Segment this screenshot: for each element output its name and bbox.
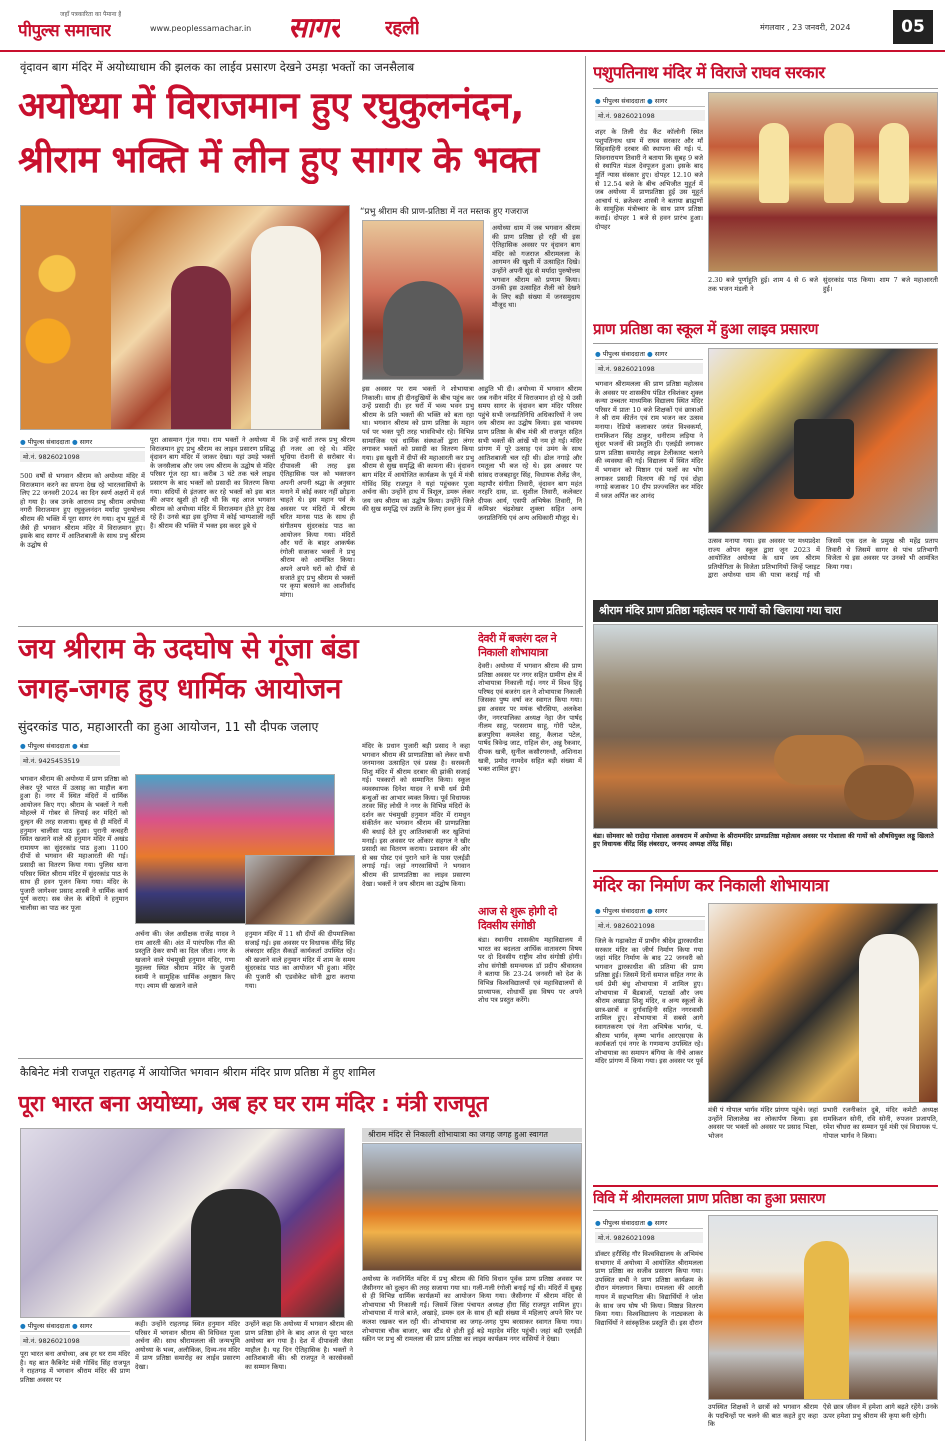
banda-subhead: सुंदरकांड पाठ, महाआरती का हुआ आयोजन, 11 सौ दीपक जलाए	[18, 719, 319, 734]
lead-headline-1: अयोध्या में विराजमान हुए रघुकुलनंदन,	[18, 84, 524, 127]
shrine-figure	[794, 419, 854, 499]
univ-headline: विवि में श्रीरामलला प्राण प्रतिष्ठा का हुआ प्रसारण	[593, 1191, 825, 1207]
banda-col-2: अर्चना की। जेल अधीक्षक राजेंद्र यादव ने राम आरती की। अंत में पारंपरिक गीत की प्रस्तुति देकर सभी का दिल जीता। नगर के खजाने वाले पंचमुखी हनुमान मंदिर, गणा मुहल्ला स्थित श्रीराम मंदिर के पुजारी स्वामी ने सामूहिक धार्मिक अनुष्ठान किए गए। श्याम सी खजाने वाले	[135, 930, 235, 990]
idol-lakshman	[879, 123, 909, 203]
rahatgarh-byline: ● पीपुल्स संवाददाता ● सागर मो.नं. 9826021098	[20, 1320, 130, 1346]
pashupati-body: शहर के तिली रोड कैंट कॉलोनी स्थित पशुपतिनाथ धाम में राघव सरकार और माँ सिंहवाहिनी दरबार की स्थापना की गई। पं. शिवनारायण तिवारी ने बताया कि सुबह 9 बजे से स्थापित मंडल देवपूजन हुआ। इसके बाद मूर्ति न्यास संस्कार हुए। दोपहर 12.10 बजे से 12.54 बजे के बीच अभिजीत मुहूर्त में जब अयोध्या में प्राणप्रतिष्ठा हुई उस मुहूर्त आचार्य पं. ब्रजेश्वर शास्त्री ने बताया ब्राह्मणों के सामूहिक मंत्रोच्चार के साथ प्राण प्रतिष्ठा कराई। दोपहर 1 बजे से हवन प्रारंभ हुआ। दोपहर	[595, 128, 703, 231]
lead-mobile: मो.नं. 9826021098	[20, 451, 145, 462]
lead-col-1: 500 वर्षों से भगवान श्रीराम को अयोध्या मंदिर में विराजमान करने का सपना देख रहे भारतवासियों के लिए 22 जनवरी 2024 का दिन स्वर्ण अक्षरों में दर्ज हो गया है। जब उनके आराध्य प्रभु श्रीराम अयोध्या नगरी विराजमान हुए रघुकुलनंदन मर्यादा पुरुषोत्तम श्रीराम की भक्ति में पूरा सागर रंग गया। शुभ मुहूर्त में जैसे ही भगवान श्रीराम मंदिर में विराजमान हुए। इसके बाद सागर में आतिशबाजी के साथ प्रभु श्रीराम के उद्घोष से	[20, 472, 145, 549]
shobhayatra-caption-bar: श्रीराम मंदिर से निकाली शोभायात्रा का जगह जगह हुआ स्वागत	[362, 1128, 582, 1142]
deori-headline: देवरी में बजरंग दल ने निकाली शोभायात्रा	[478, 632, 557, 659]
univ-byline: ● पीपुल्स संवाददाता ● सागर मो.नं. 9826021098	[595, 1217, 703, 1243]
rahatgarh-mobile: मो.नं. 9826021098	[20, 1335, 130, 1346]
pashupati-headline: पशुपतिनाथ मंदिर में विराजे राघव सरकार	[593, 63, 825, 82]
pashupati-underline	[593, 88, 938, 89]
univ-headline-bar	[593, 1185, 938, 1211]
marigold-decoration	[21, 206, 111, 430]
univ-photo	[708, 1215, 938, 1400]
temple-byline: ● पीपुल्स संवाददाता ● सागर मो.नं. 9826021098	[595, 905, 705, 931]
idol-rama	[759, 123, 789, 203]
temple-headline: मंदिर का निर्माण कर निकाली शोभायात्रा	[593, 876, 829, 896]
temple-caption-a: मंत्री पं गोपाल भार्गव मंदिर प्रांगण पहुंचे। जहां उन्होंने शिलालेख का लोकार्पण किया। इस अवसर पर भक्तों को अवसर पर प्रसाद भिक्षा, भोजन	[708, 1106, 818, 1140]
site-url[interactable]: www.peoplessamachar.in	[150, 24, 252, 33]
elephant-photo	[362, 220, 484, 380]
rahatgarh-col-1: पूरा भारत बना अयोध्या, अब हर घर राम मंदिर है। यह बात कैबिनेट मंत्री गोविंद सिंह राजपूत ने राहतगढ़ में भगवान श्रीराम मंदिर की प्राण प्रतिष्ठा अवसर पर	[20, 1350, 130, 1384]
section-rule-2	[18, 1058, 583, 1059]
univ-mobile: मो.नं. 9826021098	[595, 1232, 703, 1243]
temple-mobile: मो.नं. 9826021098	[595, 920, 705, 931]
cows-photo	[593, 624, 938, 829]
rahatgarh-col-2: कही। उन्होंने राहतगढ़ स्थित हनुमान मंदिर परिसर में भगवान श्रीराम की विधिवत पूजा अर्चना की। साथ श्रीरामलला की जन्मभूमि अयोध्या के भव्य, अलौकिक, दिव्य-नव मंदिर में प्राण प्रतिष्ठा समारोह का लाईव प्रसारण देखा।	[135, 1320, 240, 1371]
cows-headline-bar	[593, 600, 938, 622]
temple-photo	[708, 903, 938, 1103]
seminar-headline: आज से शुरू होगी दो दिवसीय संगोष्ठी	[478, 905, 557, 932]
leader-figure	[859, 934, 919, 1103]
pashupati-byline: ● पीपुल्स संवाददाता ● सागर मो.नं. 9826021098	[595, 95, 705, 121]
temple-body: जिले के गढ़ाकोटा में प्राचीन श्रीदेव द्वारकाधीश सरकार मंदिर का जीर्ण निर्माण किया गया जहां मंदिर निर्माण के बाद 22 जनवरी को भगवान द्वारकाधीश की प्रतिमा की प्राण प्रतिष्ठा हुई। जिसमें दिनों समाज सहित नगर के धर्म प्रेमी बंधु शोभायात्रा में शामिल हुए। शोभायात्रा में बैंडबाजों, पटाखों और जय श्रीराम अखाड़ा शिशु मंदिर, व अन्य स्कूलों के छात्र-छात्रों व दुर्गावाहिनी सहित नगरवासी शामिल हुए। शोभायात्रा में सबसे आगे स्वागतकरण एवं नेता अभिषेक भार्गव, पं. श्रीराम भार्गव, कृष्ण भार्गव आरएसएस के कार्यकर्ता एवं नगर के गणमान्य उपस्थित रहे। शोभायात्रा का समापन बंगिया के नीचे आकर मंदिर प्रांगण में किया गया। इस अवसर पर पूर्व	[595, 937, 703, 1066]
procession-photo	[362, 1143, 582, 1271]
banda-headline-2: जगह-जगह हुए धार्मिक आयोजन	[18, 672, 341, 705]
lead-col-5a: अयोध्या धाम में जब भगवान श्रीराम की प्राण प्रतिष्ठा हो रही थी इस ऐतिहासिक अवसर पर वृंदावन बाग मंदिर को गजराज श्रीरामलला के आगमन की खुशी में उत्साहित दिखे। उन्होंने अपनी सूंड से मर्यादा पुरुषोत्तम भगवान श्रीराम को प्रणाम किया। उनकी इस उत्साहित शैली को देखने के लिए बड़ी संख्या में जनसमुदाय मौजूद था।	[490, 222, 582, 382]
column-divider	[585, 56, 586, 1441]
school-underline	[593, 343, 938, 344]
lead-col-4: इस अवसर पर राम भक्तों ने शोभायात्रा निकाली। साथ ही दीनदुखियों के बीच पहुंच कर उन्हें प्रसादी दी। हर घरों में भव्य भवन प्रभु श्रीराम के प्रति भक्तों की भक्ति को बता रहा था। भगवान श्रीराम को प्राण प्रतिष्ठा के महान पर्व पर भक्त पूरी तरह भावविभोर रहे। विभिन्न सामाजिक एवं धार्मिक संस्थाओं द्वारा लंगर लगाकर भक्तों को प्रसादी का वितरण किया गया। इस खुशी में दीपों की महाआरती कर प्रभु श्रीराम से सुख समृद्धि की कामना की। वृंदावन बाग मंदिर में आयोजित कार्यक्रम के पूर्व में मंत्री गोविंद सिंह राजपूत ने यहां पहुंचकर पूजा अर्चना की। उन्होंने हाथ में त्रिशूल, डमरू लेकर जय जय श्रीराम का उद्घोष किया। उन्होंने जिले की सुख समृद्धि एवं उन्नति के लिए हवन कुंड में	[362, 385, 474, 514]
brand-logo: पीपुल्स समाचार	[18, 21, 111, 41]
pashupati-caption-a: 2.30 बजे पूर्णाहुति हुई। शाम 4 से 6 बजे तक भजन मंडली ने	[708, 276, 818, 293]
univ-body: डॉक्टर हरीसिंह गौर विश्वविद्यालय के अभिमंच सभागार में अयोध्या में आयोजित श्रीरामलला प्राण प्रतिष्ठा का सजीव प्रसारण किया गया। उपस्थित सभी ने प्राण प्रतिष्ठा कार्यक्रम के दौरान मंगलगान किया। रामलला की आरती गायन में सहभागिता की। विद्यार्थियों ने जोश के साथ जय घोष भी किया। मिष्ठान्न वितरण किया गया। विश्वविद्यालय के नाट्यकला के विद्यार्थियों ने सांस्कृतिक प्रस्तुति दी। इस दौरान	[595, 1250, 703, 1327]
lead-col-3: कि उन्हें चारों तरफ प्रभु श्रीराम ही नजर आ रहे थे। मंदिर भूधिया रोशनी से सरोबार थे। दीपावली की तरह इस ऐतिहासिक पल को भक्तजन अपनी अपनी श्रद्धा के अनुसार मनाने में कोई कसर नहीं छोड़ना चाहते थे। इस महान पर्व के अवसर पर मंदिरों में श्रीराम चरित मानस पाठ के साथ ही संगीतमय सुंदरकांड पाठ का आयोजन किया गया। मंदिरों और घरों के बाहर आकर्षक रंगोली सजाकर भक्तों ने प्रभु श्रीराम को आमंत्रित किया। अपने अपने घरों को दीपों से सजाते हुए प्रभु श्रीराम से भक्तों पर कृपा बरसाने का आशीर्वाद मांगा।	[280, 436, 355, 599]
ram-costume-figure	[804, 1241, 849, 1400]
univ-caption-a: उपस्थित शिक्षकों ने छात्रों को भगवान श्रीराम के पदचिन्हों पर चलने की बात कहते हुए कहा कि	[708, 1403, 818, 1429]
school-body: भगवान श्रीरामलला की प्राण प्रतिष्ठा महोत्सव के अवसर पर शासकीय पंडित रविशंकर शुक्ल कन्या उच्चतर माध्यमिक विद्यालय स्थित मंदिर परिसर में प्रातः 10 बजे शिक्षकों एवं छात्राओं ने श्री राम कीर्तन एवं राम भजन कर उत्सव मनाया। रेडियो कलाकार जयंत विश्वकर्मा, रामकिशन सिंह ठाकुर, धनीराम लड़िया ने सुंदर भजनों की प्रस्तुति दी। एलईडी लगाकर प्राण प्रतिष्ठा समारोह लाइव टेलीकास्ट चलाने की व्यवस्था की गई। विद्यालय में स्थित मंदिर में भगवान को मिष्ठान एवं फलों का भोग लगाकर प्रसादी वितरण की गई एवं दोहा नगाड़े बजाकर 10 दीप प्रज्ज्वलित कर मंदिर में ध्वज अर्पित कर आनंद	[595, 380, 703, 500]
banda-col-3: हनुमान मंदिर में 11 सौ दीपों की दीपमालिका सजाई गई। इस अवसर पर विधायक वीरेंद्र सिंह लंबरदार सहित सैकड़ों कार्यकर्ता उपस्थित रहे। श्री खजाने वाले हनुमान मंदिर में शाम के समय सुंदरकांड पाठ का आयोजन भी हुआ। मंदिर की पुजारी श्री एडवोकेट सोनी द्वारा कराया गया।	[245, 930, 355, 990]
shobhayatra-body: अयोध्या के नवनिर्मित मंदिर में प्रभु श्रीराम की विधि विधान पूर्वक प्राण प्रतिष्ठा अवसर पर जैसीनगर को दुल्हन की तरह सजाया गया था। गली-गली रंगोली बनाई गई थी। मंदिरों में सुबह से ही विभिन्न धार्मिक कार्यक्रमों का आयोजन किया गया। जैसीनगर में श्रीराम मंदिर से शोभायात्रा भी निकाली गई। जिसमें जिला पंचायत अध्यक्ष हीरा सिंह राजपूत शामिल हुए। शोभायात्रा में गाजे बाजे, अखाड़े, डमरू दल के साथ ही बड़ी संख्या में महिलाएं अपने सिर पर कलश रखकर चल रही थी। शोभायात्रा का जगह-जगह पुष्प बरसाकर स्वागत किया गया। शोभायात्रा चौक बाजार, बस स्टैंड से होती हुई बड़े महादेव मंदिर पहुंची। जहां बड़ी एलईडी स्क्रीन पर प्रभु श्री रामलला की प्राण प्रतिष्ठा का लाइव कार्यक्रम नगर वासियों ने देखा।	[362, 1275, 582, 1344]
school-caption: उत्सव मनाया गया। इस अवसर पर मध्यप्रदेश राज्य ओपन स्कूल द्वारा जून 2023 में आयोजित अयोध्या के धाम जय श्रीराम प्रतियोगिता के विजेता प्रतिभागियों जिन्हें प्लाइट द्वारा अयोध्या धाम की यात्रा कराई गई थी जिसमें एक दल के प्रमुख श्री महेंद्र प्रताप तिवारी थे जिसमें सागर से पांच प्रतिभागी विजेता थे इस अवसर पर उनको भी आमंत्रित किया गया।	[708, 537, 938, 580]
lead-byline: ● पीपुल्स संवाददाता ● सागर मो.नं. 9826021098	[20, 436, 145, 462]
issue-date: मंगलवार , 23 जनवरी, 2024	[760, 23, 851, 32]
masthead	[0, 0, 945, 52]
rahatgarh-headline: पूरा भारत बना अयोध्या, अब हर घर राम मंदिर : मंत्री राजपूत	[18, 1092, 488, 1117]
seminar-body: बंडा। स्थानीय शासकीय महाविद्यालय में भारत का बदलता आर्थिक वातावरण विषय पर दो दिवसीय राष्ट्रीय शोध संगोष्ठी होगी। शोध संगोष्ठी समन्वयक डॉ प्रदीप श्रीवास्तव ने बताया कि 23-24 जनवरी को देश के विभिन्न विश्वविद्यालयों एवं महाविद्यालयों से प्राध्यापक, शोधार्थी इस विषय पर अपने शोध पत्र प्रस्तुत करेंगे।	[478, 936, 582, 1005]
banda-mobile: मो.नं. 9425453519	[20, 755, 120, 766]
temple-headline-bar	[593, 870, 938, 900]
page-number: 05	[893, 10, 933, 44]
school-byline: ● पीपुल्स संवाददाता ● सागर मो.नं. 9826021098	[595, 348, 703, 374]
lead-headline-2: श्रीराम भक्ति में लीन हुए सागर के भक्त	[18, 138, 539, 181]
cows-caption: बंडा। सोमवार को रादोदा गोशाला अवधराम में अयोध्या के श्रीराममंदिर प्राणप्रतिष्ठा महोत्सव अवसर पर गोशाला की गायों को औषधियुक्त लड्डू खिलाते हुए विधायक वीरेंद्र सिंह लंबरदार, जनपद अध्यक्ष तोरेंद्र सिंह।	[593, 832, 934, 849]
edition-sub: रहली	[385, 17, 420, 39]
idol-sita	[824, 123, 854, 203]
lead-col-2: पूरा आसमान गूंज गया। राम भक्तों ने अयोध्या में विराजमान हुए प्रभु श्रीराम का लाइव प्रसारण प्रसिद्ध वृंदावन बाग मंदिर में जाकर देखा। यहां उमड़े भक्तों के जनसैलाब और जय जय श्रीराम के उद्घोष से मंदिर परिसर गूंज रहा था। करीब 3 घंटे तक चले लाइव प्रसारण के बाद भक्तों को प्रसादी का वितरण किया गया। सदियों से इंतजार कर रहे भक्तों को इस बात की अपार खुशी हो रही थी कि यह आज भगवान श्रीराम को अयोध्या मंदिर में विराजमान होते हुए देख रहे हैं। उनसे बड़ा इस दुनिया में कोई भाग्यशाली नहीं है। श्रीराम की भक्ति में भक्त इस कदर डूबे थे	[150, 436, 275, 530]
priest-figure	[251, 226, 321, 430]
deori-body: देवरी। अयोध्या में भगवान श्रीराम की प्राण प्रतिष्ठा अवसर पर नगर सहित ग्रामीण क्षेत्र में शोभायात्रा निकाली गई। नगर में विश्व हिंदू परिषद एवं बजरंग दल ने शोभायात्रा निकाली जिसका पुष्प वर्षा कर स्वागत किया गया। इस अवसर पर मयंक चौरसिया, अलकेश जैन, नगरपालिका अध्यक्ष नेहा जैन पार्षद नीलम साहू, परसराम साहू, गोरी पटेल, ब्रजपुरिया कमलेश साहू, कैलाश पटेल, पार्षद त्रिवेन्द्र जाट, राहिल सेन, अन्नु रैकवार, दीपक खत्री, सुनील कसौरगरुधौ, अशिनाश खत्री, प्रमोद नामदेव सहित बड़ी संख्या में भक्त शामिल हुए।	[478, 662, 582, 774]
banda-devotees-photo	[245, 855, 355, 925]
lead-kicker: वृंदावन बाग मंदिर में अयोध्याधाम की झलक का लाईव प्रसारण देखने उमड़ा भक्तों का जनसैलाब	[20, 60, 415, 74]
rahatgarh-col-3: उन्होंने कहा कि अयोध्या में भगवान श्रीराम की प्राण प्रतिष्ठा होने के बाद आज से पूरा भारत अयोध्या बन गया है। देश में दीपावली जैसा माहौल है। यह दिन ऐतिहासिक है। भक्तों ने आतिशबाजी की। श्री राजपूत ने कारसेवकों का सम्मान किया।	[245, 1320, 353, 1371]
cows-headline: श्रीराम मंदिर प्राण प्रतिष्ठा महोत्सव पर गायों को खिलाया गया चारा	[599, 604, 841, 617]
lead-col-5b: आहुति भी दी। अयोध्या में भगवान श्रीराम जब नवीन मंदिर में विराजमान हो रहे थे उसी समय सागर के वृंदावन बाग मंदिर परिसर पहुंचे सभी जनप्रतिनिधि अधिकारियों ने जय जय श्रीराम का उद्घोष किया। इस भावमय प्राण प्रतिष्ठा के बीच मंत्री श्री राजपूत सहित सभी भक्तों की आंखें भी नम हो गईं। मंदिर प्रांगण में पूरे उत्साह एवं उमंग के साथ आतिशबाजी चल रही थी। ढोल नगाड़े और रमतूला भी बज रहे थे। इस अवसर पर सांसद राजबहादुर सिंह, विधायक शैलेंद्र जैन, महापौर संगीता तिवारी, वृंदावन बाग महंत नरहरि दास, डा. सुशील तिवारी, कलेक्टर दीपक आर्य, एसपी अभिषेक तिवारी, नि कमिश्नर चंद्रशेखर शुक्ला सहित अन्य जनप्रतिनिधि एवं अन्य अधिकारी मौजूद थे।	[478, 385, 582, 522]
school-photo	[708, 348, 938, 533]
rahatgarh-kicker: कैबिनेट मंत्री राजपूत राहतगढ़ में आयोजित भगवान श्रीराम मंदिर प्राण प्रतिष्ठा में हुए शामिल	[20, 1066, 376, 1079]
banda-col-4: मंदिर के प्रधान पुजारी बड़ी प्रसाद ने कहा भगवान श्रीराम की प्राणप्रतिष्ठा को लेकर सभी जनमानस उत्साहित एवं प्रसन्न है। सरस्वती शिशु मंदिर में श्रीराम दरबार की झांकी सजाई गई। पत्रकारों को सम्मानित किया। स्कूल व्यवस्थापक दिनेश यादव ने सभी धर्म प्रेमी बन्धुओं का आभार व्यक्त किया। पूर्व विधायक तरवर सिंह लोधी ने नगर के विभिन्न मंदिरों के दर्शन कर पंचमुखी हनुमान मंदिर में रामधुन संकीर्तन कर भगवान श्रीराम की प्राणप्रतिष्ठा की बधाई देते हुए आतिशबाजी कर खुशियां मनाई। इस अवसर पर ओंकार सहगल ने खीर प्रसादी का वितरण कराया। प्रशासन की ओर से बस पोस्ट एवं पुराने थाने के पास एलईडी लगाई गई। जहां नगरवासियों ने भगवान श्रीराम की प्राणप्रतिष्ठा का लाइव प्रसारण देखा। भक्तों ने जय श्रीराम का उद्घोष किया।	[362, 742, 470, 888]
edition-city: सागर	[288, 11, 340, 44]
devotee-figure	[171, 266, 231, 430]
banda-byline: ● पीपुल्स संवाददाता ● बंडा मो.नं. 9425453519	[20, 740, 120, 766]
school-headline: प्राण प्रतिष्ठा का स्कूल में हुआ लाइव प्रसारण	[593, 320, 819, 338]
section-rule-1	[18, 626, 583, 627]
pashupati-caption-b: सुंदरकांड पाठ किया। शाम 7 बजे महाआरती हुई।	[823, 276, 938, 293]
minister-figure	[191, 1189, 281, 1318]
cow-2	[844, 765, 914, 820]
temple-caption-b: प्रभारी रजनीकांत दुबे, मंदिर कमेटी अध्यक्ष रामकिशन सोनी, रवि सोनी, रुपजन प्रजापति, रमेश चौधरा का सम्मान पूर्व मंत्री एवं विधायक पं. गोपाल भार्गव ने किया।	[823, 1106, 938, 1140]
univ-caption-b: ऐसे छात्र जीवन में हमेशा आगे बढ़ते रहेंगे। उनके ऊपर हमेशा प्रभु श्रीराम की कृपा बनी रहेगी।	[823, 1403, 938, 1420]
pashupati-photo	[708, 92, 938, 272]
school-mobile: मो.नं. 9826021098	[595, 363, 703, 374]
pashupati-mobile: मो.नं. 9826021098	[595, 110, 705, 121]
lead-photo-caption: “प्रभु श्रीराम की प्राण-प्रतिष्ठा में नत मस्तक हुए गजराज	[360, 207, 529, 217]
brand-tagline: जहाँ पत्रकारिता का पैमाना है	[60, 11, 122, 18]
banda-col-1: भगवान श्रीराम की अयोध्या में प्राण प्रतिष्ठा को लेकर पूरे भारत में उत्साह का माहौल बना हुआ है। नगर में स्थित मंदिरों में धार्मिक आयोजन किए गए। श्रीराम के भक्तों ने गली मोहल्ले में गोबर से लिपाई कर मंदिरों को दुल्हन की तरह सजाया। सुबह से ही मंदिरों में हनुमान चालीसा पाठ हुआ। पुरानी कचहरी स्थित खजाने वाले श्री हनुमान मंदिर में अखंड रामायण का सुंदरकांड पाठ हुआ। 1100 दीपों से भगवान की महाआरती की गई। प्रसादी का वितरण किया गया। पुलिस थाना परिसर स्थित श्रीराम मंदिर में सुंदरकांड पाठ के साथ ही हवन पूजन किया गया। मंदिर के पुजारी जागेश्वर प्रसाद शास्त्री ने धार्मिक कार्य पूर्ण कराए। सब जेल के बंदियों ने हनुमान चालीसा का पाठ कर पूजा	[20, 775, 128, 912]
banda-headline-1: जय श्रीराम के उदघोष से गूंजा बंडा	[18, 632, 359, 665]
elephant-figure	[383, 281, 463, 376]
lead-photo-ceremony	[20, 205, 350, 430]
minister-photo	[20, 1128, 345, 1318]
